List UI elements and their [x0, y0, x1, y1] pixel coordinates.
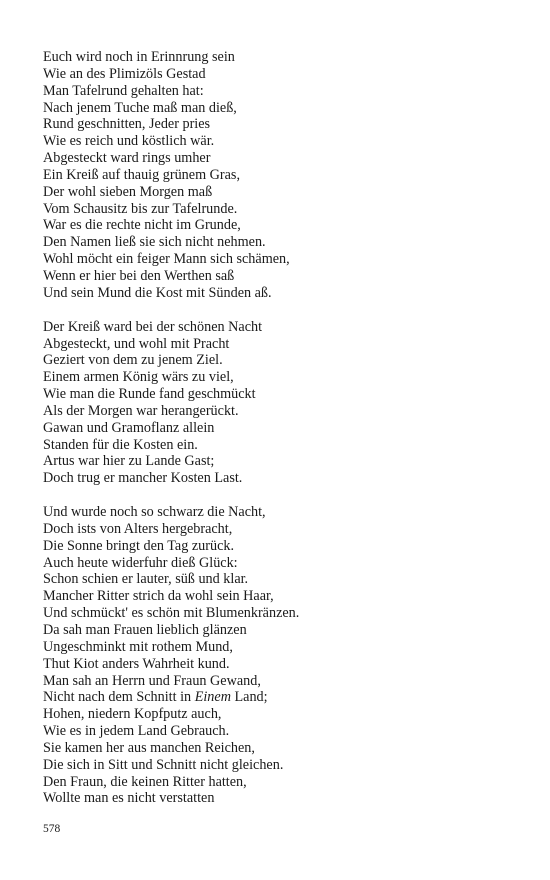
verse-line: Wie es reich und köstlich wär. [43, 133, 215, 150]
verse-line: Und wurde noch so schwarz die Nacht, [43, 504, 266, 521]
verse-line: Hohen, niedern Kopfputz auch, [43, 706, 222, 723]
verse-line: Nicht nach dem Schnitt in Einem Land; [43, 689, 268, 706]
verse-line: Man sah an Herrn und Fraun Gewand, [43, 672, 261, 689]
verse-line: Und schmückt' es schön mit Blumenkränzen. [43, 605, 300, 622]
verse-line: Auch heute widerfuhr dieß Glück: [43, 554, 238, 571]
verse-line: Der Kreiß ward bei der schönen Nacht [43, 318, 263, 335]
verse-line: Abgesteckt, und wohl mit Pracht [43, 335, 230, 352]
verse-line: Ungeschminkt mit rothem Mund, [43, 638, 233, 655]
verse-line: Abgesteckt ward rings umher [43, 150, 211, 167]
verse-line: Und sein Mund die Kost mit Sünden aß. [43, 284, 272, 301]
verse-line: Die Sonne bringt den Tag zurück. [43, 537, 235, 554]
stanza [43, 49, 523, 302]
verse-line: Euch wird noch in Erinnrung sein [43, 49, 235, 65]
verse-line: Rund geschnitten, Jeder pries [43, 116, 211, 133]
verse-line: Vom Schausitz bis zur Tafelrunde. [43, 200, 238, 217]
stanza [43, 319, 523, 487]
verse-line: Thut Kiot anders Wahrheit kund. [43, 655, 230, 672]
verse-line: Den Namen ließ sie sich nicht nehmen. [43, 234, 266, 251]
verse-line: Standen für die Kosten ein. [43, 436, 198, 453]
poem-text [43, 49, 523, 824]
verse-line: Wie an des Plimizöls Gestad [43, 65, 206, 82]
verse-line: Wie es in jedem Land Gebrauch. [43, 723, 230, 740]
verse-line: Schon schien er lauter, süß und klar. [43, 571, 249, 588]
page-number: 578 [43, 823, 61, 835]
verse-line: Die sich in Sitt und Schnitt nicht gleichen. [43, 756, 284, 773]
verse-line: Man Tafelrund gehalten hat: [43, 82, 204, 99]
verse-line: Artus war hier zu Lande Gast; [43, 453, 215, 470]
verse-line: Nach jenem Tuche maß man dieß, [43, 99, 237, 116]
verse-line: Einem armen König wärs zu viel, [43, 369, 234, 386]
verse-line: Doch trug er mancher Kosten Last. [43, 470, 243, 487]
verse-line: Mancher Ritter strich da wohl sein Haar, [43, 588, 274, 605]
verse-line: Geziert von dem zu jenem Ziel. [43, 352, 223, 369]
verse-line: Doch ists von Alters hergebracht, [43, 520, 233, 537]
verse-line: War es die rechte nicht im Grunde, [43, 217, 241, 234]
verse-line: Ein Kreiß auf thauig grünem Gras, [43, 166, 240, 183]
verse-line: Wie man die Runde fand geschmückt [43, 386, 256, 403]
verse-line: Gawan und Gramoflanz allein [43, 419, 215, 436]
verse-line: Der wohl sieben Morgen maß [43, 183, 213, 200]
verse-line: Den Fraun, die keinen Ritter hatten, [43, 773, 247, 790]
verse-line: Als der Morgen war herangerückt. [43, 402, 239, 419]
verse-line: Wohl möcht ein feiger Mann sich schämen, [43, 251, 290, 268]
verse-line: Wenn er hier bei den Werthen saß [43, 267, 235, 284]
verse-line: Sie kamen her aus manchen Reichen, [43, 739, 255, 756]
verse-line: Da sah man Frauen lieblich glänzen [43, 622, 247, 638]
stanza [43, 504, 523, 807]
verse-line: Wollte man es nicht verstatten [43, 790, 215, 807]
